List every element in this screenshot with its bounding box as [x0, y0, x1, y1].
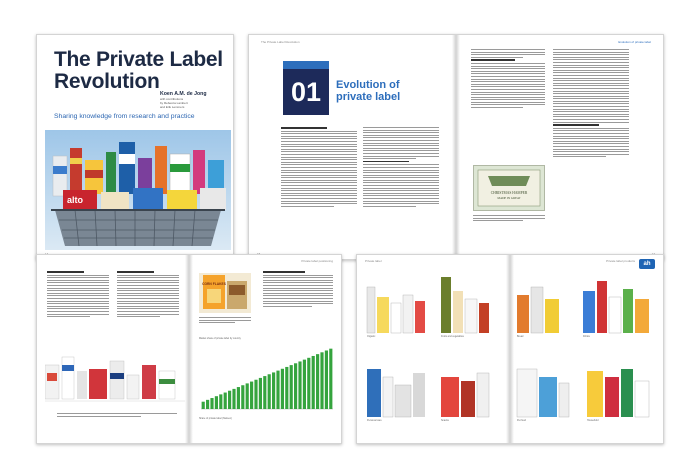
chart-bar — [312, 356, 315, 409]
chart-bar — [210, 398, 213, 409]
chart-bar — [294, 363, 297, 409]
chapter-accent-bar — [283, 61, 329, 69]
vintage-label-caption2: MADE IN GREAT — [497, 196, 521, 200]
chart-bar — [325, 350, 328, 409]
product-group-5 — [367, 369, 425, 417]
chart-bar — [320, 352, 323, 409]
body-text-column-1 — [281, 127, 357, 208]
product-caption-7: Pet food — [517, 419, 526, 422]
chart-bar — [219, 394, 222, 409]
product-caption-3: Bread — [517, 335, 524, 338]
cover-title — [54, 49, 223, 93]
cover-authors: Koen A.M. de Jong — [160, 91, 207, 97]
body-text-column-3 — [471, 49, 545, 110]
product-caption-6: Snacks — [441, 419, 449, 422]
chart-bar — [272, 372, 275, 409]
chart-caption: Share of private label (Nielsen) — [199, 417, 232, 420]
cover-title-line1: The Private Label — [54, 48, 223, 71]
product-group-7 — [517, 369, 569, 417]
cover-credits: with contributions by Rebecca Lambert and Erik Lemmers — [160, 97, 188, 109]
cover-spread[interactable] — [36, 34, 234, 260]
spread3-text-col-1 — [47, 271, 109, 319]
private-label-bar-chart — [199, 343, 335, 413]
chapter-number: 01 — [283, 69, 329, 115]
body-text-column-2 — [363, 127, 439, 208]
chapter-title — [336, 79, 400, 103]
body-text-column-4 — [553, 49, 629, 159]
spread3-running-head: Private label positioning — [301, 259, 333, 263]
running-head-right: Evolution of private label — [618, 40, 651, 44]
vintage-label-image — [473, 165, 545, 211]
product-group-2 — [441, 277, 489, 333]
product-group-6 — [441, 373, 489, 417]
product-caption-8: Household — [587, 419, 599, 422]
product-caption-5: Personal care — [367, 419, 382, 422]
image-caption-text — [473, 215, 545, 223]
chart-bar — [285, 367, 288, 409]
product-group-1 — [367, 287, 425, 333]
chart-bar — [303, 360, 306, 409]
chart-bar — [241, 385, 244, 409]
spread3-text-col-3 — [263, 271, 333, 308]
chart-bar — [329, 349, 332, 409]
chart-bar — [281, 369, 284, 409]
chart-bar — [224, 393, 227, 409]
cereal-box-label: CORN FLAKES — [202, 282, 226, 286]
product-photo-grid — [363, 273, 659, 439]
chart-bar — [254, 380, 257, 409]
spread3-products-photo — [45, 351, 185, 409]
chart-bar — [316, 354, 319, 409]
chart-bar — [232, 389, 235, 409]
chart-bar — [290, 365, 293, 409]
cereal-box-image — [199, 273, 251, 313]
spread3-text-col-2 — [117, 271, 179, 319]
product-caption-2: Fruits and vegetables — [441, 335, 464, 338]
products-spread[interactable] — [356, 254, 664, 444]
spread4-running-head-left: Private label — [365, 259, 382, 263]
product-caption-4: Drinks — [583, 335, 590, 338]
cover-title-line2: Revolution — [54, 70, 160, 93]
vintage-label-caption: CHRISTMAS HAMPER — [490, 191, 528, 195]
svg-text:alto: alto — [67, 195, 84, 205]
product-group-4 — [583, 281, 649, 333]
chart-bar — [215, 396, 218, 409]
chart-bar — [202, 402, 205, 409]
spread4-running-head-right: Private label products — [606, 259, 635, 263]
chart-bar — [246, 383, 249, 409]
cover-photo — [45, 130, 231, 250]
chart-bar — [206, 400, 209, 409]
brand-logo: ah — [639, 259, 655, 269]
product-group-3 — [517, 287, 559, 333]
chart-bar — [250, 382, 253, 409]
chart-spread[interactable] — [36, 254, 342, 444]
spread3-footnote — [57, 413, 177, 418]
chapter-title-line1: Evolution of — [336, 79, 400, 91]
running-head-left: The Private Label Revolution — [261, 40, 300, 44]
chart-bar — [263, 376, 266, 409]
chart-bar — [228, 391, 231, 409]
spread-gutter — [185, 255, 193, 443]
chart-bar — [268, 374, 271, 409]
chart-bar — [276, 371, 279, 409]
chapter-spread[interactable] — [248, 34, 664, 260]
chart-bar — [259, 378, 262, 409]
shopping-basket-illustration — [45, 130, 231, 250]
product-caption-1: Organic — [367, 335, 376, 338]
spread-gutter — [452, 35, 460, 259]
chapter-title-line2: private label — [336, 91, 401, 103]
cover-subtitle: Sharing knowledge from research and practice — [54, 113, 195, 120]
chart-bar — [298, 361, 301, 409]
cereal-caption — [199, 317, 251, 325]
product-group-8 — [587, 369, 649, 417]
chart-header: Market share of private label by country — [199, 337, 241, 340]
chart-bar — [307, 358, 310, 409]
chart-bar — [237, 387, 240, 409]
